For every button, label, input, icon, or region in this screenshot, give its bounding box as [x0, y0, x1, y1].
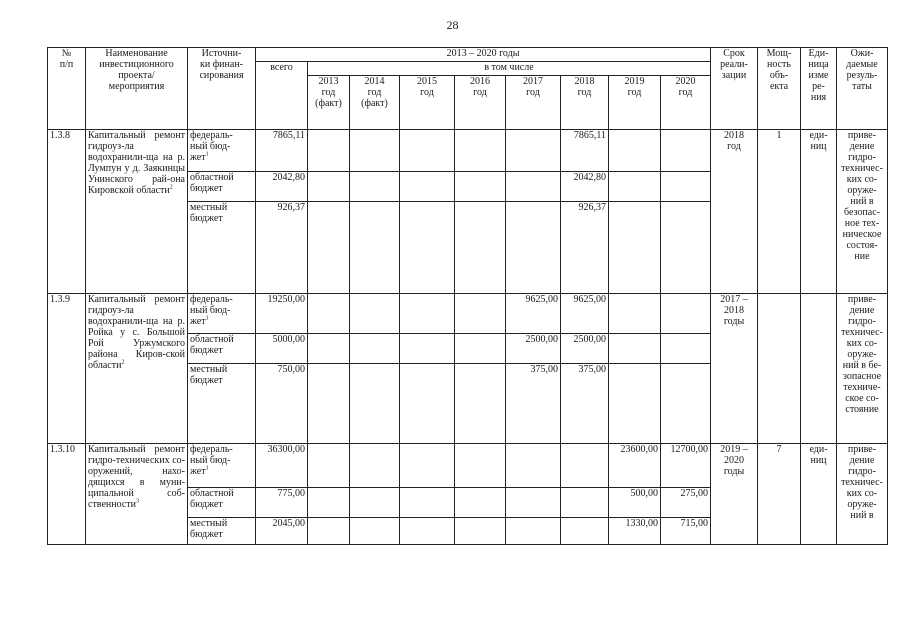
total-value	[256, 444, 308, 488]
table-row	[48, 130, 888, 172]
total-value	[256, 172, 308, 202]
total-value	[256, 202, 308, 294]
year-2017-value	[506, 334, 561, 364]
year-2019-value	[609, 444, 661, 488]
year-value-empty	[400, 172, 455, 202]
funding-source-text: федераль- ный бюд- жет	[190, 130, 233, 163]
total-value-text: 5000,00	[272, 334, 305, 345]
project-name-text: Капитальный ремонт гидроуз-ла водохранили-ща на р. Ройка у с. Большой Рой Уржумского района Киров-ской области	[88, 294, 185, 371]
year-2018-value-text: 7865,11	[573, 130, 606, 141]
header-term: Срок реали- зации	[711, 48, 758, 130]
header-year-2020: 2020 год	[661, 76, 711, 130]
project-name-text: Капитальный ремонт гидро-технических со-оружений, нахо-дящихся в муни-ципальной соб-ственности	[88, 444, 185, 510]
footnote-mark: 1	[205, 315, 209, 322]
year-value-empty	[350, 172, 400, 202]
year-2020-value	[661, 364, 711, 444]
term-text: 2017 – 2018 годы	[720, 294, 748, 327]
header-name: Наименование инвестиционного проекта/ мероприятия	[86, 48, 188, 130]
year-2017-value	[506, 202, 561, 294]
expected-result-text: приве- дение гидро- техничес- ких со- оруже- ний в бе- зопасное техниче- ское со- стояние	[841, 294, 883, 415]
footnote-mark: 2	[121, 359, 125, 366]
year-value-empty	[400, 334, 455, 364]
year-2018-value	[561, 364, 609, 444]
year-value-empty	[308, 488, 350, 518]
year-2020-value	[661, 130, 711, 172]
table-body	[48, 48, 888, 545]
year-value-empty	[308, 364, 350, 444]
year-2020-value-text: 12700,00	[670, 444, 708, 455]
year-2017-value-text: 9625,00	[525, 294, 558, 305]
total-value-text: 7865,11	[272, 130, 305, 141]
footnote-mark: 1	[205, 465, 209, 472]
year-2018-value	[561, 172, 609, 202]
header-year-2017: 2017 год	[506, 76, 561, 130]
year-2019-value	[609, 202, 661, 294]
year-value-empty	[350, 130, 400, 172]
term	[711, 444, 758, 545]
year-2017-value	[506, 172, 561, 202]
year-value-empty	[308, 334, 350, 364]
term-text: 2019 – 2020 годы	[720, 444, 748, 477]
term	[711, 130, 758, 294]
header-year-2016: 2016 год	[455, 76, 506, 130]
year-2019-value	[609, 364, 661, 444]
year-2020-value	[661, 294, 711, 334]
year-2017-value	[506, 518, 561, 545]
year-2018-value	[561, 488, 609, 518]
year-value-empty	[308, 444, 350, 488]
year-value-empty	[350, 364, 400, 444]
page-number: 28	[446, 18, 459, 32]
unit	[801, 130, 837, 294]
year-2020-value	[661, 172, 711, 202]
header-year-2014: 2014 год (факт)	[350, 76, 400, 130]
expected-result-text: приве- дение гидро- техничес- ких со- оруже- ний в безопас- ное тех- ническое состоя- ние	[841, 130, 883, 262]
year-value-empty	[308, 294, 350, 334]
year-2019-value	[609, 334, 661, 364]
header-capacity: Мощ- ность объ- екта	[758, 48, 801, 130]
year-value-empty	[400, 364, 455, 444]
row-num-text: 1.3.10	[50, 444, 75, 455]
funding-source	[188, 364, 256, 444]
year-2017-value-text: 375,00	[530, 364, 558, 375]
year-2017-value	[506, 444, 561, 488]
year-value-empty	[350, 202, 400, 294]
footnote-mark: 1	[205, 151, 209, 158]
funding-source-text: областной бюджет	[190, 334, 234, 356]
total-value	[256, 130, 308, 172]
row-num-text: 1.3.8	[50, 130, 70, 141]
year-value-empty	[455, 172, 506, 202]
funding-source	[188, 202, 256, 294]
row-num	[48, 444, 86, 545]
funding-source-text: областной бюджет	[190, 488, 234, 510]
year-2019-value-text: 1330,00	[625, 518, 658, 529]
funding-source	[188, 130, 256, 172]
header-result: Ожи- даемые резуль- таты	[837, 48, 888, 130]
project-name	[86, 130, 188, 294]
year-2017-value	[506, 364, 561, 444]
total-value-text: 750,00	[277, 364, 305, 375]
year-2018-value-text: 375,00	[578, 364, 606, 375]
capacity	[758, 294, 801, 444]
header-year-2015: 2015 год	[400, 76, 455, 130]
row-num	[48, 130, 86, 294]
year-2020-value-text: 715,00	[680, 518, 708, 529]
funding-source-text: федераль- ный бюд- жет	[190, 294, 233, 327]
funding-source-text: федераль- ный бюд- жет	[190, 444, 233, 477]
funding-source-text: местный бюджет	[190, 518, 228, 540]
year-2019-value	[609, 130, 661, 172]
project-name	[86, 444, 188, 545]
year-2018-value	[561, 202, 609, 294]
funding-source	[188, 172, 256, 202]
funding-source	[188, 518, 256, 545]
year-2018-value	[561, 444, 609, 488]
year-value-empty	[455, 488, 506, 518]
year-value-empty	[350, 444, 400, 488]
capacity	[758, 130, 801, 294]
funding-source-text: областной бюджет	[190, 172, 234, 194]
year-2019-value	[609, 518, 661, 545]
year-2017-value-text: 2500,00	[525, 334, 558, 345]
header-year-2018: 2018 год	[561, 76, 609, 130]
project-name-text: Капитальный ремонт гидроуз-ла водохранили-ща на р. Лумпун у д. Заякинцы Унинского рай-она Кировской области	[88, 130, 185, 196]
funding-source	[188, 444, 256, 488]
header-year-2019: 2019 год	[609, 76, 661, 130]
capacity	[758, 444, 801, 545]
year-value-empty	[400, 518, 455, 545]
table-row	[48, 294, 888, 334]
total-value	[256, 488, 308, 518]
term-text: 2018 год	[724, 130, 744, 152]
header-source: Источни- ки финан- сирования	[188, 48, 256, 130]
year-value-empty	[350, 518, 400, 545]
expected-result	[837, 444, 888, 545]
capacity-text: 1	[776, 130, 782, 141]
investment-table	[47, 47, 888, 545]
year-2017-value	[506, 130, 561, 172]
row-num-text: 1.3.9	[50, 294, 70, 305]
total-value-text: 36300,00	[267, 444, 305, 455]
header-years-span: 2013 – 2020 годы	[256, 48, 711, 62]
header-row-1	[48, 48, 888, 62]
year-2018-value-text: 9625,00	[573, 294, 606, 305]
year-2020-value-text: 275,00	[680, 488, 708, 499]
year-value-empty	[455, 518, 506, 545]
year-2019-value-text: 23600,00	[620, 444, 658, 455]
total-value-text: 2042,80	[272, 172, 305, 183]
total-value	[256, 518, 308, 545]
expected-result	[837, 294, 888, 444]
total-value-text: 19250,00	[267, 294, 305, 305]
funding-source	[188, 334, 256, 364]
total-value	[256, 294, 308, 334]
year-value-empty	[308, 172, 350, 202]
year-2018-value	[561, 130, 609, 172]
year-value-empty	[455, 334, 506, 364]
year-2018-value	[561, 334, 609, 364]
year-2018-value-text: 926,37	[578, 202, 606, 213]
year-2019-value	[609, 488, 661, 518]
year-2018-value-text: 2500,00	[573, 334, 606, 345]
year-value-empty	[308, 518, 350, 545]
row-num	[48, 294, 86, 444]
total-value-text: 2045,00	[272, 518, 305, 529]
year-value-empty	[455, 202, 506, 294]
year-2017-value	[506, 488, 561, 518]
year-2020-value	[661, 518, 711, 545]
year-value-empty	[455, 294, 506, 334]
year-value-empty	[400, 444, 455, 488]
funding-source-text: местный бюджет	[190, 364, 228, 386]
term	[711, 294, 758, 444]
year-2020-value	[661, 488, 711, 518]
header-year-2013: 2013 год (факт)	[308, 76, 350, 130]
total-value	[256, 334, 308, 364]
expected-result	[837, 130, 888, 294]
year-2018-value	[561, 294, 609, 334]
year-value-empty	[455, 130, 506, 172]
unit	[801, 294, 837, 444]
unit-text: еди- ниц	[809, 444, 828, 466]
header-unit: Еди- ница изме ре- ния	[801, 48, 837, 130]
year-value-empty	[350, 334, 400, 364]
funding-source	[188, 488, 256, 518]
total-value	[256, 364, 308, 444]
year-value-empty	[400, 488, 455, 518]
footnote-mark: 3	[136, 498, 140, 505]
year-value-empty	[350, 488, 400, 518]
year-2018-value-text: 2042,80	[573, 172, 606, 183]
footnote-mark: 2	[169, 184, 173, 191]
year-2017-value	[506, 294, 561, 334]
year-value-empty	[455, 444, 506, 488]
year-2018-value	[561, 518, 609, 545]
total-value-text: 775,00	[277, 488, 305, 499]
table-row	[48, 444, 888, 488]
project-name	[86, 294, 188, 444]
year-value-empty	[400, 130, 455, 172]
year-2019-value	[609, 294, 661, 334]
year-2019-value-text: 500,00	[630, 488, 658, 499]
unit-text: еди- ниц	[809, 130, 828, 152]
year-value-empty	[308, 130, 350, 172]
capacity-text: 7	[776, 444, 782, 455]
header-total: всего	[256, 62, 308, 130]
total-value-text: 926,37	[277, 202, 305, 213]
year-value-empty	[400, 294, 455, 334]
year-2020-value	[661, 202, 711, 294]
unit	[801, 444, 837, 545]
expected-result-text: приве- дение гидро- техничес- ких со- оруже- ний в	[841, 444, 883, 521]
header-in-that: в том числе	[308, 62, 711, 76]
year-2020-value	[661, 444, 711, 488]
year-2019-value	[609, 172, 661, 202]
funding-source-text: местный бюджет	[190, 202, 228, 224]
year-value-empty	[455, 364, 506, 444]
header-num: № п/п	[48, 48, 86, 130]
year-value-empty	[308, 202, 350, 294]
year-2020-value	[661, 334, 711, 364]
year-value-empty	[350, 294, 400, 334]
funding-source	[188, 294, 256, 334]
year-value-empty	[400, 202, 455, 294]
